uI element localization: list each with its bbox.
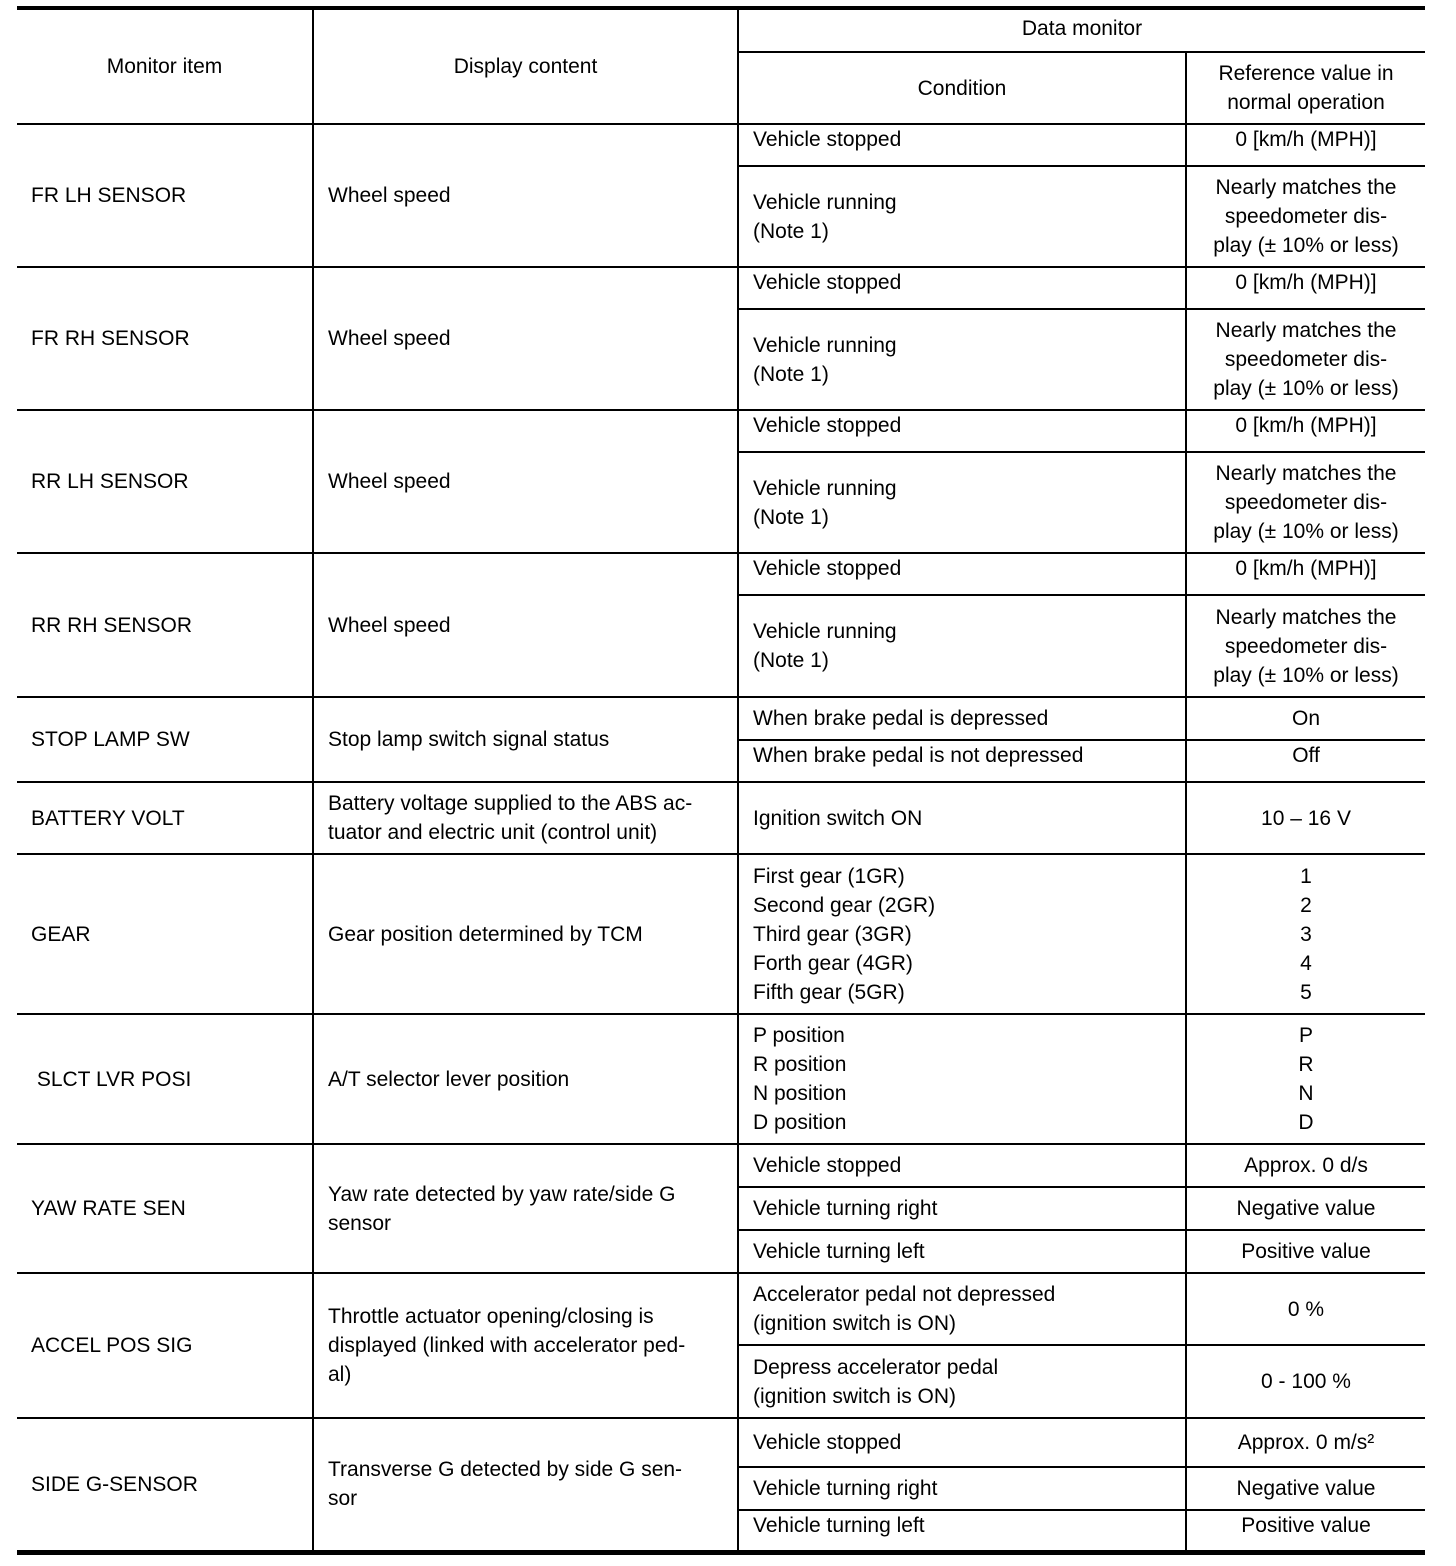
- data-monitor-table: [17, 6, 1425, 1555]
- condition-cell: [738, 1273, 1186, 1345]
- reference-value-cell: [1186, 1144, 1425, 1187]
- monitor-item-cell: STOP LAMP SW: [17, 697, 313, 782]
- condition-cell: [738, 410, 1186, 452]
- text-line: Ignition switch ON: [753, 806, 923, 830]
- text-line: speedometer dis-: [1224, 491, 1388, 514]
- text-line: Negative value: [1236, 1197, 1376, 1220]
- table-row: [17, 553, 1425, 595]
- monitor-item-cell: ACCEL POS SIG: [17, 1273, 313, 1418]
- reference-value-cell: [1186, 1230, 1425, 1273]
- condition-cell: [738, 1510, 1186, 1552]
- condition-cell: [738, 1144, 1186, 1187]
- table-row: [17, 1014, 1425, 1144]
- monitor-item-cell: FR LH SENSOR: [17, 124, 313, 267]
- monitor-item-cell: RR RH SENSOR: [17, 553, 313, 697]
- reference-value-cell: [1186, 267, 1425, 309]
- monitor-item-cell: RR LH SENSOR: [17, 410, 313, 553]
- display-content-cell: Transverse G detected by side G sen- sor: [313, 1418, 738, 1552]
- text-line: Third gear (3GR): [753, 922, 912, 946]
- text-line: play (± 10% or less): [1213, 234, 1399, 257]
- table-row: [17, 854, 1425, 1014]
- text-line: (Note 1): [753, 505, 829, 529]
- display-content-cell: Throttle actuator opening/closing is displayed (linked with accelerator ped- al): [313, 1273, 738, 1418]
- text-line: play (± 10% or less): [1213, 663, 1399, 687]
- table-row: [17, 782, 1425, 854]
- text-line: Negative value: [1236, 1477, 1376, 1500]
- condition-cell: [738, 309, 1186, 410]
- monitor-item-cell: SIDE G-SENSOR: [17, 1418, 313, 1552]
- condition-cell: [738, 697, 1186, 740]
- text-line: P position: [753, 1024, 845, 1047]
- header-monitor-item: Monitor item: [17, 8, 313, 124]
- display-content-cell: Battery voltage supplied to the ABS ac- tuator and electric unit (control unit): [313, 782, 738, 854]
- reference-value-cell: [1186, 1345, 1425, 1418]
- text-line: (Note 1): [753, 362, 829, 386]
- reference-value-cell: [1186, 410, 1425, 452]
- display-content-cell: Wheel speed: [313, 410, 738, 553]
- monitor-item-cell: YAW RATE SEN: [17, 1144, 313, 1273]
- table-body: [17, 124, 1425, 1552]
- monitor-item-cell: FR RH SENSOR: [17, 267, 313, 410]
- text-line: 0 [km/h (MPH)]: [1235, 128, 1377, 151]
- text-line: Depress accelerator pedal: [753, 1355, 999, 1379]
- reference-value-cell: [1186, 309, 1425, 410]
- text-line: Vehicle running: [753, 333, 897, 357]
- display-content-cell: Wheel speed: [313, 553, 738, 697]
- text-line: Vehicle stopped: [753, 128, 902, 151]
- reference-value-cell: [1186, 740, 1425, 782]
- text-line: Nearly matches the: [1215, 319, 1397, 342]
- reference-value-cell: [1186, 1418, 1425, 1467]
- condition-cell: [738, 1014, 1186, 1144]
- text-line: First gear (1GR): [753, 864, 905, 888]
- text-line: 4: [1300, 951, 1312, 975]
- reference-value-cell: [1186, 854, 1425, 1014]
- text-line: 0 [km/h (MPH)]: [1235, 414, 1377, 437]
- reference-value-cell: [1186, 1014, 1425, 1144]
- text-line: P: [1298, 1024, 1313, 1047]
- reference-value-cell: [1186, 1467, 1425, 1510]
- display-content-cell: Gear position determined by TCM: [313, 854, 738, 1014]
- reference-value-cell: [1186, 553, 1425, 595]
- text-line: 0 [km/h (MPH)]: [1235, 557, 1377, 580]
- reference-value-cell: [1186, 124, 1425, 166]
- condition-cell: [738, 166, 1186, 267]
- text-line: R: [1298, 1053, 1314, 1076]
- table-row: [17, 410, 1425, 452]
- text-line: Approx. 0 m/s²: [1237, 1431, 1375, 1454]
- text-line: Vehicle stopped: [753, 1154, 902, 1177]
- text-line: Nearly matches the: [1215, 605, 1397, 629]
- text-line: play (± 10% or less): [1213, 377, 1399, 400]
- text-line: speedometer dis-: [1224, 348, 1388, 371]
- text-line: Approx. 0 d/s: [1244, 1154, 1368, 1177]
- text-line: When brake pedal is depressed: [753, 707, 1049, 730]
- text-line: Vehicle stopped: [753, 1431, 902, 1454]
- text-line: 0 %: [1287, 1297, 1325, 1321]
- reference-value-cell: [1186, 782, 1425, 854]
- text-line: Vehicle running: [753, 620, 897, 643]
- condition-cell: [738, 452, 1186, 553]
- condition-cell: [738, 267, 1186, 309]
- header-data-monitor: Data monitor: [738, 8, 1425, 52]
- text-line: Vehicle stopped: [753, 557, 902, 580]
- reference-value-cell: [1186, 697, 1425, 740]
- table-row: [17, 124, 1425, 166]
- table-row: [17, 1273, 1425, 1345]
- text-line: Vehicle turning left: [753, 1240, 925, 1263]
- text-line: speedometer dis-: [1224, 205, 1388, 228]
- condition-cell: [738, 124, 1186, 166]
- display-content-cell: Yaw rate detected by yaw rate/side G sensor: [313, 1144, 738, 1273]
- text-line: 5: [1300, 980, 1312, 1004]
- text-line: (ignition switch is ON): [753, 1312, 957, 1335]
- text-line: R position: [753, 1053, 847, 1076]
- text-line: (ignition switch is ON): [753, 1384, 957, 1408]
- text-line: Vehicle running: [753, 476, 897, 500]
- text-line: Nearly matches the: [1215, 462, 1397, 485]
- reference-value-cell: [1186, 1510, 1425, 1552]
- header-condition: Condition: [738, 52, 1186, 124]
- text-line: speedometer dis-: [1224, 634, 1388, 658]
- text-line: Fifth gear (5GR): [753, 980, 905, 1004]
- reference-value-cell: [1186, 595, 1425, 697]
- condition-cell: [738, 740, 1186, 782]
- text-line: Off: [1292, 744, 1320, 767]
- condition-cell: [738, 1345, 1186, 1418]
- text-line: D: [1298, 1111, 1314, 1134]
- condition-cell: [738, 553, 1186, 595]
- text-line: D position: [753, 1111, 847, 1134]
- condition-cell: [738, 1187, 1186, 1230]
- text-line: Nearly matches the: [1215, 176, 1397, 199]
- text-line: Vehicle stopped: [753, 271, 902, 294]
- reference-value-cell: [1186, 452, 1425, 553]
- monitor-item-cell: BATTERY VOLT: [17, 782, 313, 854]
- condition-cell: [738, 595, 1186, 697]
- text-line: 0 [km/h (MPH)]: [1235, 271, 1377, 294]
- text-line: 10 – 16 V: [1261, 806, 1351, 830]
- condition-cell: [738, 1418, 1186, 1467]
- reference-value-cell: [1186, 166, 1425, 267]
- text-line: On: [1291, 707, 1320, 730]
- text-line: Accelerator pedal not depressed: [753, 1283, 1056, 1306]
- text-line: Forth gear (4GR): [753, 951, 913, 975]
- text-line: 2: [1300, 893, 1312, 917]
- text-line: Vehicle turning right: [753, 1477, 938, 1500]
- text-line: When brake pedal is not depressed: [753, 744, 1084, 767]
- text-line: 1: [1300, 864, 1312, 888]
- display-content-cell: Stop lamp switch signal status: [313, 697, 738, 782]
- text-line: N position: [753, 1082, 847, 1105]
- table-row: [17, 697, 1425, 740]
- table-row: [17, 1418, 1425, 1467]
- condition-cell: [738, 1467, 1186, 1510]
- text-line: 0 - 100 %: [1261, 1370, 1351, 1393]
- text-line: Second gear (2GR): [753, 893, 936, 917]
- reference-value-cell: [1186, 1187, 1425, 1230]
- table-row: [17, 267, 1425, 309]
- condition-cell: [738, 782, 1186, 854]
- monitor-item-cell: SLCT LVR POSI: [17, 1014, 313, 1144]
- text-line: play (± 10% or less): [1213, 520, 1399, 543]
- header-reference-value: Reference value in normal operation: [1186, 52, 1425, 124]
- reference-value-cell: [1186, 1273, 1425, 1345]
- text-line: Positive value: [1241, 1514, 1371, 1537]
- table-row: [17, 1144, 1425, 1187]
- text-line: N: [1298, 1082, 1314, 1105]
- text-line: Vehicle stopped: [753, 414, 902, 437]
- text-line: Vehicle turning left: [753, 1514, 925, 1537]
- text-line: 3: [1300, 922, 1312, 946]
- display-content-cell: Wheel speed: [313, 124, 738, 267]
- header-display-content: Display content: [313, 8, 738, 124]
- text-line: (Note 1): [753, 219, 829, 243]
- condition-cell: [738, 1230, 1186, 1273]
- display-content-cell: A/T selector lever position: [313, 1014, 738, 1144]
- display-content-cell: Wheel speed: [313, 267, 738, 410]
- text-line: (Note 1): [753, 649, 829, 672]
- text-line: Vehicle turning right: [753, 1197, 938, 1220]
- text-line: Vehicle running: [753, 190, 897, 214]
- monitor-item-cell: GEAR: [17, 854, 313, 1014]
- text-line: Positive value: [1241, 1240, 1371, 1263]
- condition-cell: [738, 854, 1186, 1014]
